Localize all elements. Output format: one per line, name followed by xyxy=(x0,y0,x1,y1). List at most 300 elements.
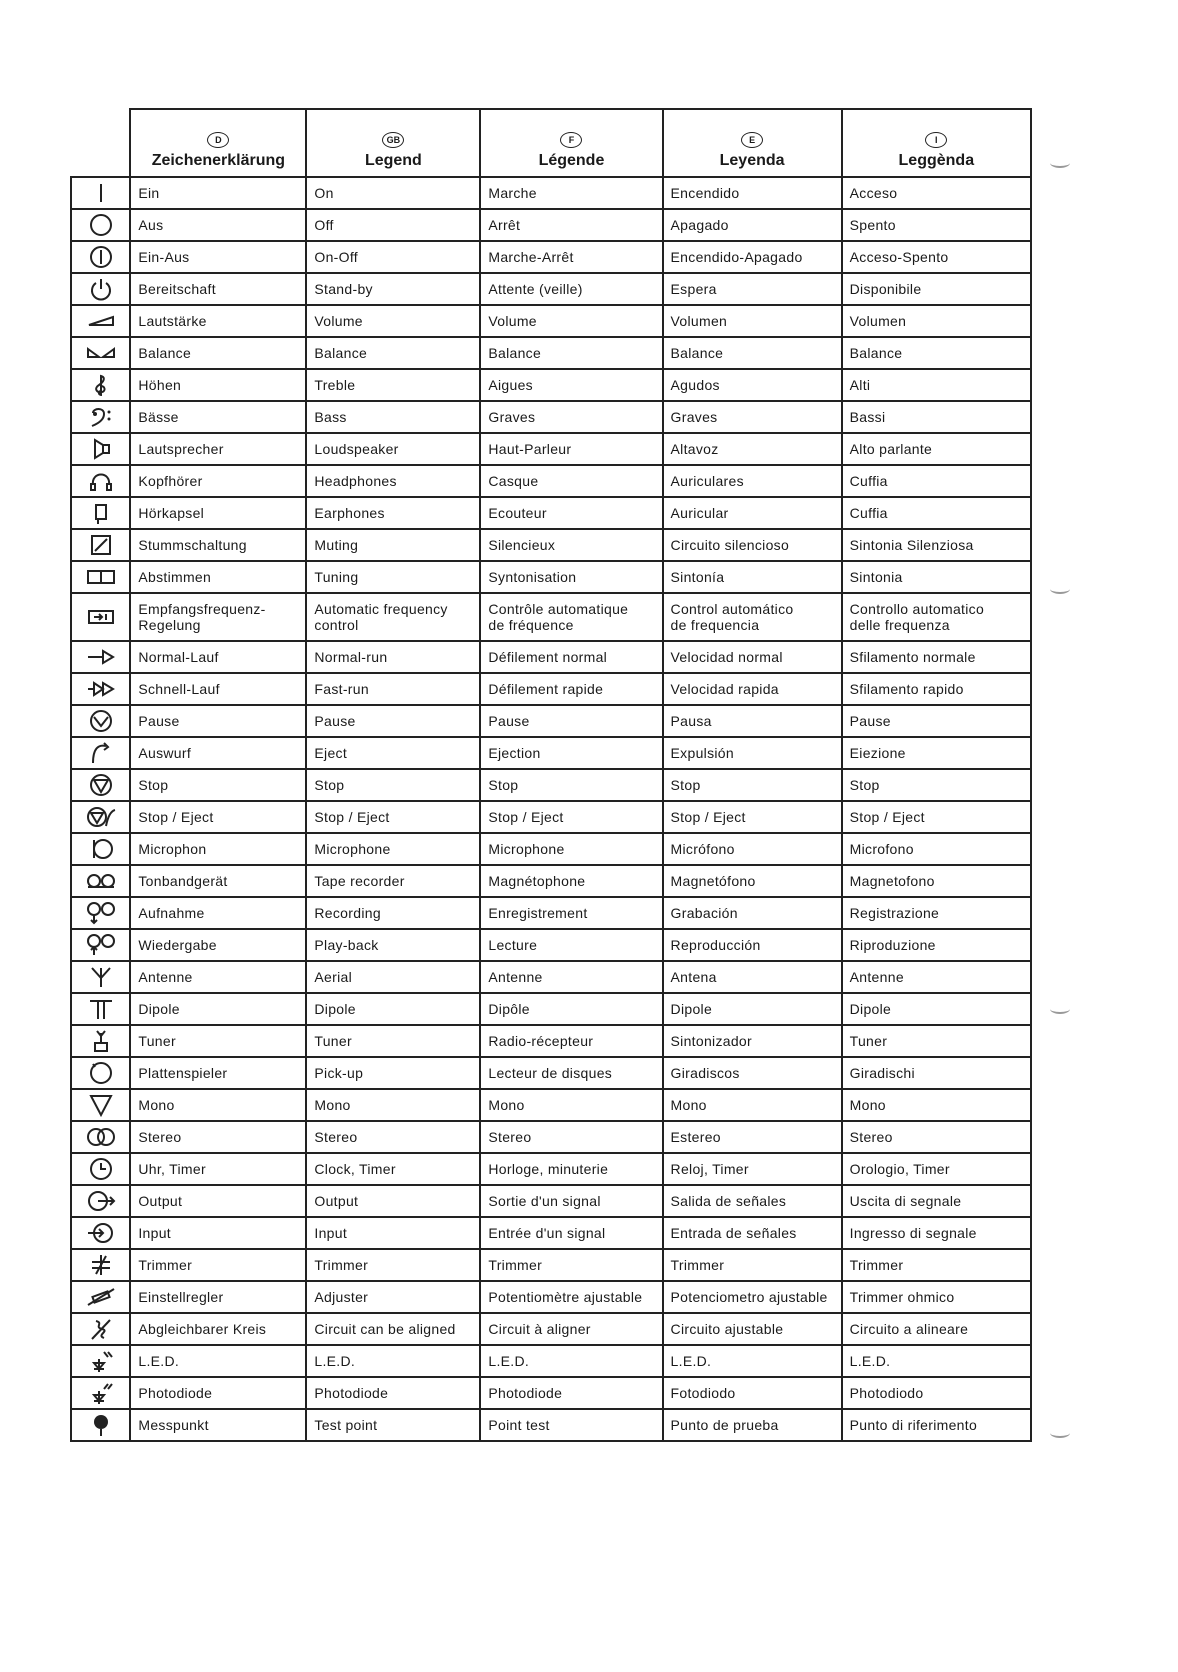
symbol-cell xyxy=(71,1153,130,1185)
text-french: Point test xyxy=(480,1409,662,1441)
text-german: Normal-Lauf xyxy=(130,641,306,673)
text-english: Trimmer xyxy=(306,1249,480,1281)
on-off-icon xyxy=(86,245,116,269)
symbol-cell xyxy=(71,209,130,241)
text-spanish: Espera xyxy=(663,273,842,305)
text-spanish: Micrófono xyxy=(663,833,842,865)
stop-eject-icon xyxy=(86,805,116,829)
table-row xyxy=(71,929,1031,961)
stop-icon xyxy=(86,773,116,797)
text-spanish: Stop xyxy=(663,769,842,801)
text-italian: Trimmer ohmico xyxy=(842,1281,1031,1313)
text-german: Aus xyxy=(130,209,306,241)
table-row xyxy=(71,465,1031,497)
table-row xyxy=(71,433,1031,465)
text-italian: Orologio, Timer xyxy=(842,1153,1031,1185)
text-french: Défilement normal xyxy=(480,641,662,673)
table-row xyxy=(71,497,1031,529)
text-french: Mono xyxy=(480,1089,662,1121)
text-english: Adjuster xyxy=(306,1281,480,1313)
text-italian: Eiezione xyxy=(842,737,1031,769)
photodiode-icon xyxy=(86,1381,116,1405)
text-french: Aigues xyxy=(480,369,662,401)
balance-icon xyxy=(86,341,116,365)
text-german: Pause xyxy=(130,705,306,737)
symbol-cell xyxy=(71,993,130,1025)
text-italian: Stop / Eject xyxy=(842,801,1031,833)
table-row xyxy=(71,305,1031,337)
symbol-cell xyxy=(71,1121,130,1153)
text-french: Ecouteur xyxy=(480,497,662,529)
text-italian: Acceso-Spento xyxy=(842,241,1031,273)
header-spanish xyxy=(663,109,842,177)
text-german: Photodiode xyxy=(130,1377,306,1409)
text-spanish: Expulsión xyxy=(663,737,842,769)
table-row xyxy=(71,401,1031,433)
column-title: Légende xyxy=(538,152,605,169)
muting-icon xyxy=(86,533,116,557)
text-english: Recording xyxy=(306,897,480,929)
text-german: Ein xyxy=(130,177,306,209)
text-french: Marche xyxy=(480,177,662,209)
aligned-circuit-icon xyxy=(86,1317,116,1341)
text-italian: Spento xyxy=(842,209,1031,241)
text-italian: Alto parlante xyxy=(842,433,1031,465)
table-row xyxy=(71,593,1031,641)
text-italian: Stereo xyxy=(842,1121,1031,1153)
table-row xyxy=(71,769,1031,801)
table-row xyxy=(71,1345,1031,1377)
text-french: Lecture xyxy=(480,929,662,961)
text-french: Contrôle automatique de fréquence xyxy=(480,593,662,641)
afc-icon xyxy=(86,605,116,629)
text-french: Lecteur de disques xyxy=(480,1057,662,1089)
text-french: Attente (veille) xyxy=(480,273,662,305)
symbol-cell xyxy=(71,177,130,209)
text-french: L.E.D. xyxy=(480,1345,662,1377)
text-german: Kopfhörer xyxy=(130,465,306,497)
text-spanish: Apagado xyxy=(663,209,842,241)
text-spanish: Fotodiodo xyxy=(663,1377,842,1409)
text-french: Potentiomètre ajustable xyxy=(480,1281,662,1313)
test-point-icon xyxy=(86,1413,116,1437)
text-italian: Microfono xyxy=(842,833,1031,865)
symbol-cell xyxy=(71,1409,130,1441)
text-spanish: L.E.D. xyxy=(663,1345,842,1377)
text-german: Wiedergabe xyxy=(130,929,306,961)
text-italian: Sintonia Silenziosa xyxy=(842,529,1031,561)
text-french: Balance xyxy=(480,337,662,369)
symbol-cell xyxy=(71,1089,130,1121)
symbol-cell xyxy=(71,961,130,993)
text-italian: Sintonia xyxy=(842,561,1031,593)
symbol-cell xyxy=(71,273,130,305)
text-italian: Cuffia xyxy=(842,465,1031,497)
earphone-icon xyxy=(86,501,116,525)
text-german: Uhr, Timer xyxy=(130,1153,306,1185)
punch-mark xyxy=(1050,158,1070,168)
text-english: Test point xyxy=(306,1409,480,1441)
table-row xyxy=(71,369,1031,401)
symbol-cell xyxy=(71,497,130,529)
text-english: On-Off xyxy=(306,241,480,273)
symbol-cell xyxy=(71,1185,130,1217)
eject-icon xyxy=(86,741,116,765)
text-spanish: Volumen xyxy=(663,305,842,337)
text-italian: Cuffia xyxy=(842,497,1031,529)
text-french: Enregistrement xyxy=(480,897,662,929)
text-spanish: Pausa xyxy=(663,705,842,737)
symbol-cell xyxy=(71,1025,130,1057)
text-english: Tuning xyxy=(306,561,480,593)
text-german: Balance xyxy=(130,337,306,369)
text-italian: Bassi xyxy=(842,401,1031,433)
text-english: Aerial xyxy=(306,961,480,993)
text-french: Arrêt xyxy=(480,209,662,241)
column-title: Zeichenerklärung xyxy=(151,152,286,169)
symbol-cell xyxy=(71,433,130,465)
symbol-cell xyxy=(71,561,130,593)
text-french: Microphone xyxy=(480,833,662,865)
text-italian: Antenne xyxy=(842,961,1031,993)
standby-icon xyxy=(86,277,116,301)
symbol-cell xyxy=(71,1217,130,1249)
text-german: Antenne xyxy=(130,961,306,993)
text-german: Mono xyxy=(130,1089,306,1121)
microphone-icon xyxy=(86,837,116,861)
text-spanish: Control automático de frequencia xyxy=(663,593,842,641)
tuning-icon xyxy=(86,565,116,589)
clock-icon xyxy=(86,1157,116,1181)
symbol-cell xyxy=(71,401,130,433)
table-row xyxy=(71,1281,1031,1313)
text-english: Tuner xyxy=(306,1025,480,1057)
text-english: Photodiode xyxy=(306,1377,480,1409)
column-title: Leyenda xyxy=(719,152,785,169)
table-row xyxy=(71,1217,1031,1249)
table-row xyxy=(71,241,1031,273)
text-german: Stereo xyxy=(130,1121,306,1153)
text-german: Ein-Aus xyxy=(130,241,306,273)
text-spanish: Altavoz xyxy=(663,433,842,465)
symbol-legend-table xyxy=(70,108,1032,1442)
table-row xyxy=(71,833,1031,865)
text-english: Bass xyxy=(306,401,480,433)
table-row xyxy=(71,865,1031,897)
text-spanish: Graves xyxy=(663,401,842,433)
text-german: Tuner xyxy=(130,1025,306,1057)
text-english: Pick-up xyxy=(306,1057,480,1089)
tuner-icon xyxy=(86,1029,116,1053)
text-spanish: Estereo xyxy=(663,1121,842,1153)
table-row xyxy=(71,561,1031,593)
country-badge: F xyxy=(560,132,582,148)
legend-body xyxy=(71,177,1031,1441)
text-spanish: Trimmer xyxy=(663,1249,842,1281)
text-italian: Ingresso di segnale xyxy=(842,1217,1031,1249)
text-german: Output xyxy=(130,1185,306,1217)
table-row xyxy=(71,993,1031,1025)
headphones-icon xyxy=(86,469,116,493)
table-row xyxy=(71,1025,1031,1057)
table-row xyxy=(71,273,1031,305)
text-german: Abgleichbarer Kreis xyxy=(130,1313,306,1345)
text-spanish: Circuito ajustable xyxy=(663,1313,842,1345)
symbol-cell xyxy=(71,1281,130,1313)
loudspeaker-icon xyxy=(86,437,116,461)
text-spanish: Auriculares xyxy=(663,465,842,497)
text-french: Circuit à aligner xyxy=(480,1313,662,1345)
symbol-cell xyxy=(71,1057,130,1089)
symbol-cell xyxy=(71,1313,130,1345)
text-german: Stummschaltung xyxy=(130,529,306,561)
text-english: Output xyxy=(306,1185,480,1217)
punch-mark xyxy=(1050,584,1070,594)
table-row xyxy=(71,737,1031,769)
text-german: Tonbandgerät xyxy=(130,865,306,897)
text-german: Microphon xyxy=(130,833,306,865)
table-row xyxy=(71,961,1031,993)
pause-icon xyxy=(86,709,116,733)
text-french: Marche-Arrêt xyxy=(480,241,662,273)
table-row xyxy=(71,1313,1031,1345)
header-german xyxy=(130,109,306,177)
text-english: Mono xyxy=(306,1089,480,1121)
text-german: Empfangsfrequenz- Regelung xyxy=(130,593,306,641)
text-english: Normal-run xyxy=(306,641,480,673)
table-row xyxy=(71,1409,1031,1441)
country-badge: E xyxy=(741,132,763,148)
punch-mark xyxy=(1050,1004,1070,1014)
text-french: Syntonisation xyxy=(480,561,662,593)
text-italian: Registrazione xyxy=(842,897,1031,929)
text-english: Input xyxy=(306,1217,480,1249)
text-german: Stop xyxy=(130,769,306,801)
text-italian: Balance xyxy=(842,337,1031,369)
dipole-icon xyxy=(86,997,116,1021)
text-italian: Riproduzione xyxy=(842,929,1031,961)
text-french: Défilement rapide xyxy=(480,673,662,705)
led-icon xyxy=(86,1349,116,1373)
output-icon xyxy=(86,1189,116,1213)
text-spanish: Entrada de señales xyxy=(663,1217,842,1249)
text-german: Input xyxy=(130,1217,306,1249)
antenna-icon xyxy=(86,965,116,989)
symbol-cell xyxy=(71,929,130,961)
table-row xyxy=(71,1185,1031,1217)
text-spanish: Reloj, Timer xyxy=(663,1153,842,1185)
text-french: Stop / Eject xyxy=(480,801,662,833)
text-italian: Stop xyxy=(842,769,1031,801)
text-spanish: Circuito silencioso xyxy=(663,529,842,561)
fast-run-icon xyxy=(86,677,116,701)
text-french: Sortie d'un signal xyxy=(480,1185,662,1217)
text-english: Microphone xyxy=(306,833,480,865)
table-row xyxy=(71,1249,1031,1281)
table-row xyxy=(71,673,1031,705)
text-german: Einstellregler xyxy=(130,1281,306,1313)
text-french: Casque xyxy=(480,465,662,497)
text-english: Stop / Eject xyxy=(306,801,480,833)
symbol-cell xyxy=(71,673,130,705)
text-italian: Sfilamento rapido xyxy=(842,673,1031,705)
text-spanish: Velocidad normal xyxy=(663,641,842,673)
text-german: Lautsprecher xyxy=(130,433,306,465)
country-badge: GB xyxy=(382,132,404,148)
turntable-icon xyxy=(86,1061,116,1085)
text-german: Bereitschaft xyxy=(130,273,306,305)
text-english: Dipole xyxy=(306,993,480,1025)
text-french: Pause xyxy=(480,705,662,737)
symbol-column-header xyxy=(71,109,130,177)
table-row xyxy=(71,337,1031,369)
country-badge: I xyxy=(925,132,947,148)
text-italian: Magnetofono xyxy=(842,865,1031,897)
punch-mark xyxy=(1050,1428,1070,1438)
text-english: Pause xyxy=(306,705,480,737)
text-french: Stop xyxy=(480,769,662,801)
text-english: Volume xyxy=(306,305,480,337)
text-spanish: Velocidad rapida xyxy=(663,673,842,705)
column-title: Leggènda xyxy=(898,152,975,169)
table-row xyxy=(71,1089,1031,1121)
text-italian: Pause xyxy=(842,705,1031,737)
text-french: Antenne xyxy=(480,961,662,993)
text-italian: Mono xyxy=(842,1089,1031,1121)
text-french: Silencieux xyxy=(480,529,662,561)
text-italian: Disponibile xyxy=(842,273,1031,305)
text-english: Automatic frequency control xyxy=(306,593,480,641)
text-italian: Uscita di segnale xyxy=(842,1185,1031,1217)
text-italian: Photodiodo xyxy=(842,1377,1031,1409)
text-german: Abstimmen xyxy=(130,561,306,593)
header-row xyxy=(71,109,1031,177)
text-french: Magnétophone xyxy=(480,865,662,897)
symbol-cell xyxy=(71,801,130,833)
text-italian: Controllo automatico delle frequenza xyxy=(842,593,1031,641)
text-spanish: Dipole xyxy=(663,993,842,1025)
table-row xyxy=(71,801,1031,833)
text-french: Volume xyxy=(480,305,662,337)
text-english: Circuit can be aligned xyxy=(306,1313,480,1345)
text-german: Stop / Eject xyxy=(130,801,306,833)
table-row xyxy=(71,897,1031,929)
text-french: Graves xyxy=(480,401,662,433)
text-english: L.E.D. xyxy=(306,1345,480,1377)
off-icon xyxy=(86,213,116,237)
text-english: Stop xyxy=(306,769,480,801)
normal-run-icon xyxy=(86,645,116,669)
text-italian: Punto di riferimento xyxy=(842,1409,1031,1441)
table-row xyxy=(71,1121,1031,1153)
text-spanish: Salida de señales xyxy=(663,1185,842,1217)
table-row xyxy=(71,209,1031,241)
text-spanish: Potenciometro ajustable xyxy=(663,1281,842,1313)
text-spanish: Agudos xyxy=(663,369,842,401)
text-english: Clock, Timer xyxy=(306,1153,480,1185)
text-german: Messpunkt xyxy=(130,1409,306,1441)
text-english: Muting xyxy=(306,529,480,561)
text-english: Treble xyxy=(306,369,480,401)
table-row xyxy=(71,641,1031,673)
text-french: Ejection xyxy=(480,737,662,769)
text-italian: Trimmer xyxy=(842,1249,1031,1281)
text-english: Loudspeaker xyxy=(306,433,480,465)
text-italian: Giradischi xyxy=(842,1057,1031,1089)
text-spanish: Sintonizador xyxy=(663,1025,842,1057)
text-french: Horloge, minuterie xyxy=(480,1153,662,1185)
symbol-cell xyxy=(71,833,130,865)
symbol-cell xyxy=(71,865,130,897)
text-english: Stereo xyxy=(306,1121,480,1153)
adjuster-icon xyxy=(86,1285,116,1309)
text-french: Photodiode xyxy=(480,1377,662,1409)
input-icon xyxy=(86,1221,116,1245)
text-spanish: Auricular xyxy=(663,497,842,529)
symbol-cell xyxy=(71,241,130,273)
text-german: Hörkapsel xyxy=(130,497,306,529)
mono-icon xyxy=(86,1093,116,1117)
treble-clef-icon xyxy=(86,373,116,397)
text-french: Entrée d'un signal xyxy=(480,1217,662,1249)
text-german: Aufnahme xyxy=(130,897,306,929)
text-italian: Tuner xyxy=(842,1025,1031,1057)
text-italian: L.E.D. xyxy=(842,1345,1031,1377)
symbol-cell xyxy=(71,1249,130,1281)
text-spanish: Reproducción xyxy=(663,929,842,961)
symbol-cell xyxy=(71,897,130,929)
text-spanish: Stop / Eject xyxy=(663,801,842,833)
text-french: Stereo xyxy=(480,1121,662,1153)
table-row xyxy=(71,1153,1031,1185)
text-english: Tape recorder xyxy=(306,865,480,897)
text-italian: Acceso xyxy=(842,177,1031,209)
text-german: Auswurf xyxy=(130,737,306,769)
symbol-cell xyxy=(71,593,130,641)
header-italian xyxy=(842,109,1031,177)
text-german: Dipole xyxy=(130,993,306,1025)
table-row xyxy=(71,177,1031,209)
text-german: Trimmer xyxy=(130,1249,306,1281)
recording-icon xyxy=(86,901,116,925)
symbol-cell xyxy=(71,305,130,337)
text-german: Plattenspieler xyxy=(130,1057,306,1089)
symbol-cell xyxy=(71,465,130,497)
text-french: Haut-Parleur xyxy=(480,433,662,465)
text-spanish: Magnetófono xyxy=(663,865,842,897)
text-french: Dipôle xyxy=(480,993,662,1025)
trimmer-icon xyxy=(86,1253,116,1277)
symbol-cell xyxy=(71,705,130,737)
table-row xyxy=(71,529,1031,561)
symbol-cell xyxy=(71,641,130,673)
text-german: Höhen xyxy=(130,369,306,401)
text-english: On xyxy=(306,177,480,209)
text-italian: Volumen xyxy=(842,305,1031,337)
text-spanish: Encendido xyxy=(663,177,842,209)
symbol-cell xyxy=(71,369,130,401)
text-spanish: Grabación xyxy=(663,897,842,929)
stereo-icon xyxy=(86,1125,116,1149)
table-row xyxy=(71,705,1031,737)
text-english: Balance xyxy=(306,337,480,369)
text-english: Play-back xyxy=(306,929,480,961)
text-english: Headphones xyxy=(306,465,480,497)
text-english: Off xyxy=(306,209,480,241)
symbol-cell xyxy=(71,529,130,561)
text-english: Fast-run xyxy=(306,673,480,705)
text-spanish: Giradiscos xyxy=(663,1057,842,1089)
